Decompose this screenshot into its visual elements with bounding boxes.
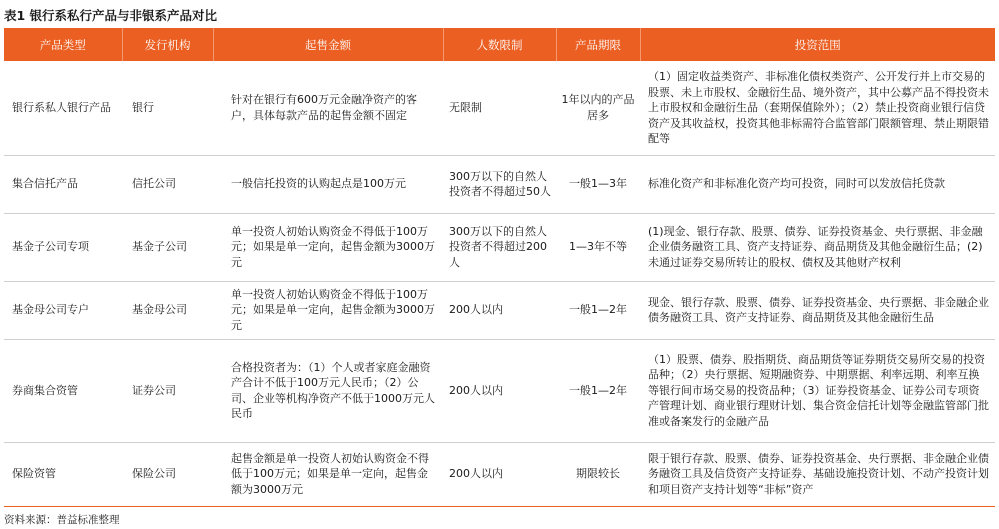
column-header-scope: 投资范围 [640,28,995,61]
cell-people: 300万以下的自然人投资者不得超过200人 [443,213,556,281]
cell-people: 200人以内 [443,339,556,442]
cell-people: 无限制 [443,61,556,155]
cell-issuer: 基金子公司 [122,213,213,281]
cell-term: 1—3年不等 [556,213,640,281]
cell-amount: 一般信托投资的认购起点是100万元 [213,155,443,213]
table-row [4,213,995,281]
cell-type: 银行系私人银行产品 [4,61,122,155]
table-row [4,61,995,155]
cell-issuer: 银行 [122,61,213,155]
cell-issuer: 证券公司 [122,339,213,442]
cell-type: 集合信托产品 [4,155,122,213]
cell-amount: 起售金额是单一投资人初始认购资金不得低于100万元；如果是单一定向，起售金额为3000万元 [213,442,443,506]
cell-scope: （1）股票、债券、股指期货、商品期货等证券期货交易所交易的投资品种；（2）央行票据、短期融资券、中期票据、利率远期、利率互换等银行间市场交易的投资品种；（3）证券投资基金、证券公司专项资产管理计划、商业银行理财计划、集合资金信托计划等金融监管部门批准或备案发行的金融产品 [640,339,995,442]
table-row [4,281,995,339]
cell-scope: 现金、银行存款、股票、债券、证券投资基金、央行票据、非金融企业债务融资工具、资产支持证券、商品期货及其他金融衍生品 [640,281,995,339]
column-header-type: 产品类型 [4,28,122,61]
table-title: 表1 银行系私行产品与非银系产品对比 [4,8,218,23]
table-header-row [4,28,995,61]
cell-people: 200人以内 [443,442,556,506]
cell-people: 300万以下的自然人投资者不得超过50人 [443,155,556,213]
cell-scope: 限于银行存款、股票、债券、证券投资基金、央行票据、非金融企业债务融资工具及信贷资产支持证券、基础设施投资计划、不动产投资计划和项目资产支持计划等“非标”资产 [640,442,995,506]
cell-type: 券商集合资管 [4,339,122,442]
table-row [4,155,995,213]
cell-term: 一般1—2年 [556,339,640,442]
cell-type: 基金母公司专户 [4,281,122,339]
cell-amount: 单一投资人初始认购资金不得低于100万元；如果是单一定向，起售金额为3000万元 [213,281,443,339]
comparison-table [4,28,995,507]
table-row [4,339,995,442]
cell-amount: 合格投资者为：（1）个人或者家庭金融资产合计不低于100万元人民币；（2）公司、企业等机构净资产不低于1000万元人民币 [213,339,443,442]
column-header-issuer: 发行机构 [122,28,213,61]
column-header-term: 产品期限 [556,28,640,61]
cell-scope: 标准化资产和非标准化资产均可投资，同时可以发放信托贷款 [640,155,995,213]
cell-people: 200人以内 [443,281,556,339]
cell-scope: (1)现金、银行存款、股票、债券、证券投资基金、央行票据、非金融企业债务融资工具、资产支持证券、商品期货及其他金融衍生品；(2)未通过证券交易所转让的股权、债权及其他财产权利 [640,213,995,281]
column-header-people: 人数限制 [443,28,556,61]
cell-term: 一般1—2年 [556,281,640,339]
cell-issuer: 基金母公司 [122,281,213,339]
cell-term: 1年以内的产品居多 [556,61,640,155]
cell-term: 期限较长 [556,442,640,506]
table-row [4,442,995,506]
comparison-table-wrapper [4,28,995,507]
cell-type: 基金子公司专项 [4,213,122,281]
cell-issuer: 保险公司 [122,442,213,506]
cell-amount: 单一投资人初始认购资金不得低于100万元；如果是单一定向，起售金额为3000万元 [213,213,443,281]
cell-term: 一般1—3年 [556,155,640,213]
source-note: 资料来源：普益标准整理 [4,514,120,526]
cell-issuer: 信托公司 [122,155,213,213]
cell-type: 保险资管 [4,442,122,506]
cell-amount: 针对在银行有600万元金融净资产的客户，具体每款产品的起售金额不固定 [213,61,443,155]
cell-scope: （1）固定收益类资产、非标准化债权类资产、公开发行并上市交易的股票、未上市股权、金融衍生品、境外资产，其中公募产品不得投资未上市股权和金融衍生品（套期保值除外）；（2）禁止投资商业银行信贷资产及其收益权，投资其他非标需符合监管部门限额管理、禁止期限错配等 [640,61,995,155]
column-header-amount: 起售金额 [213,28,443,61]
